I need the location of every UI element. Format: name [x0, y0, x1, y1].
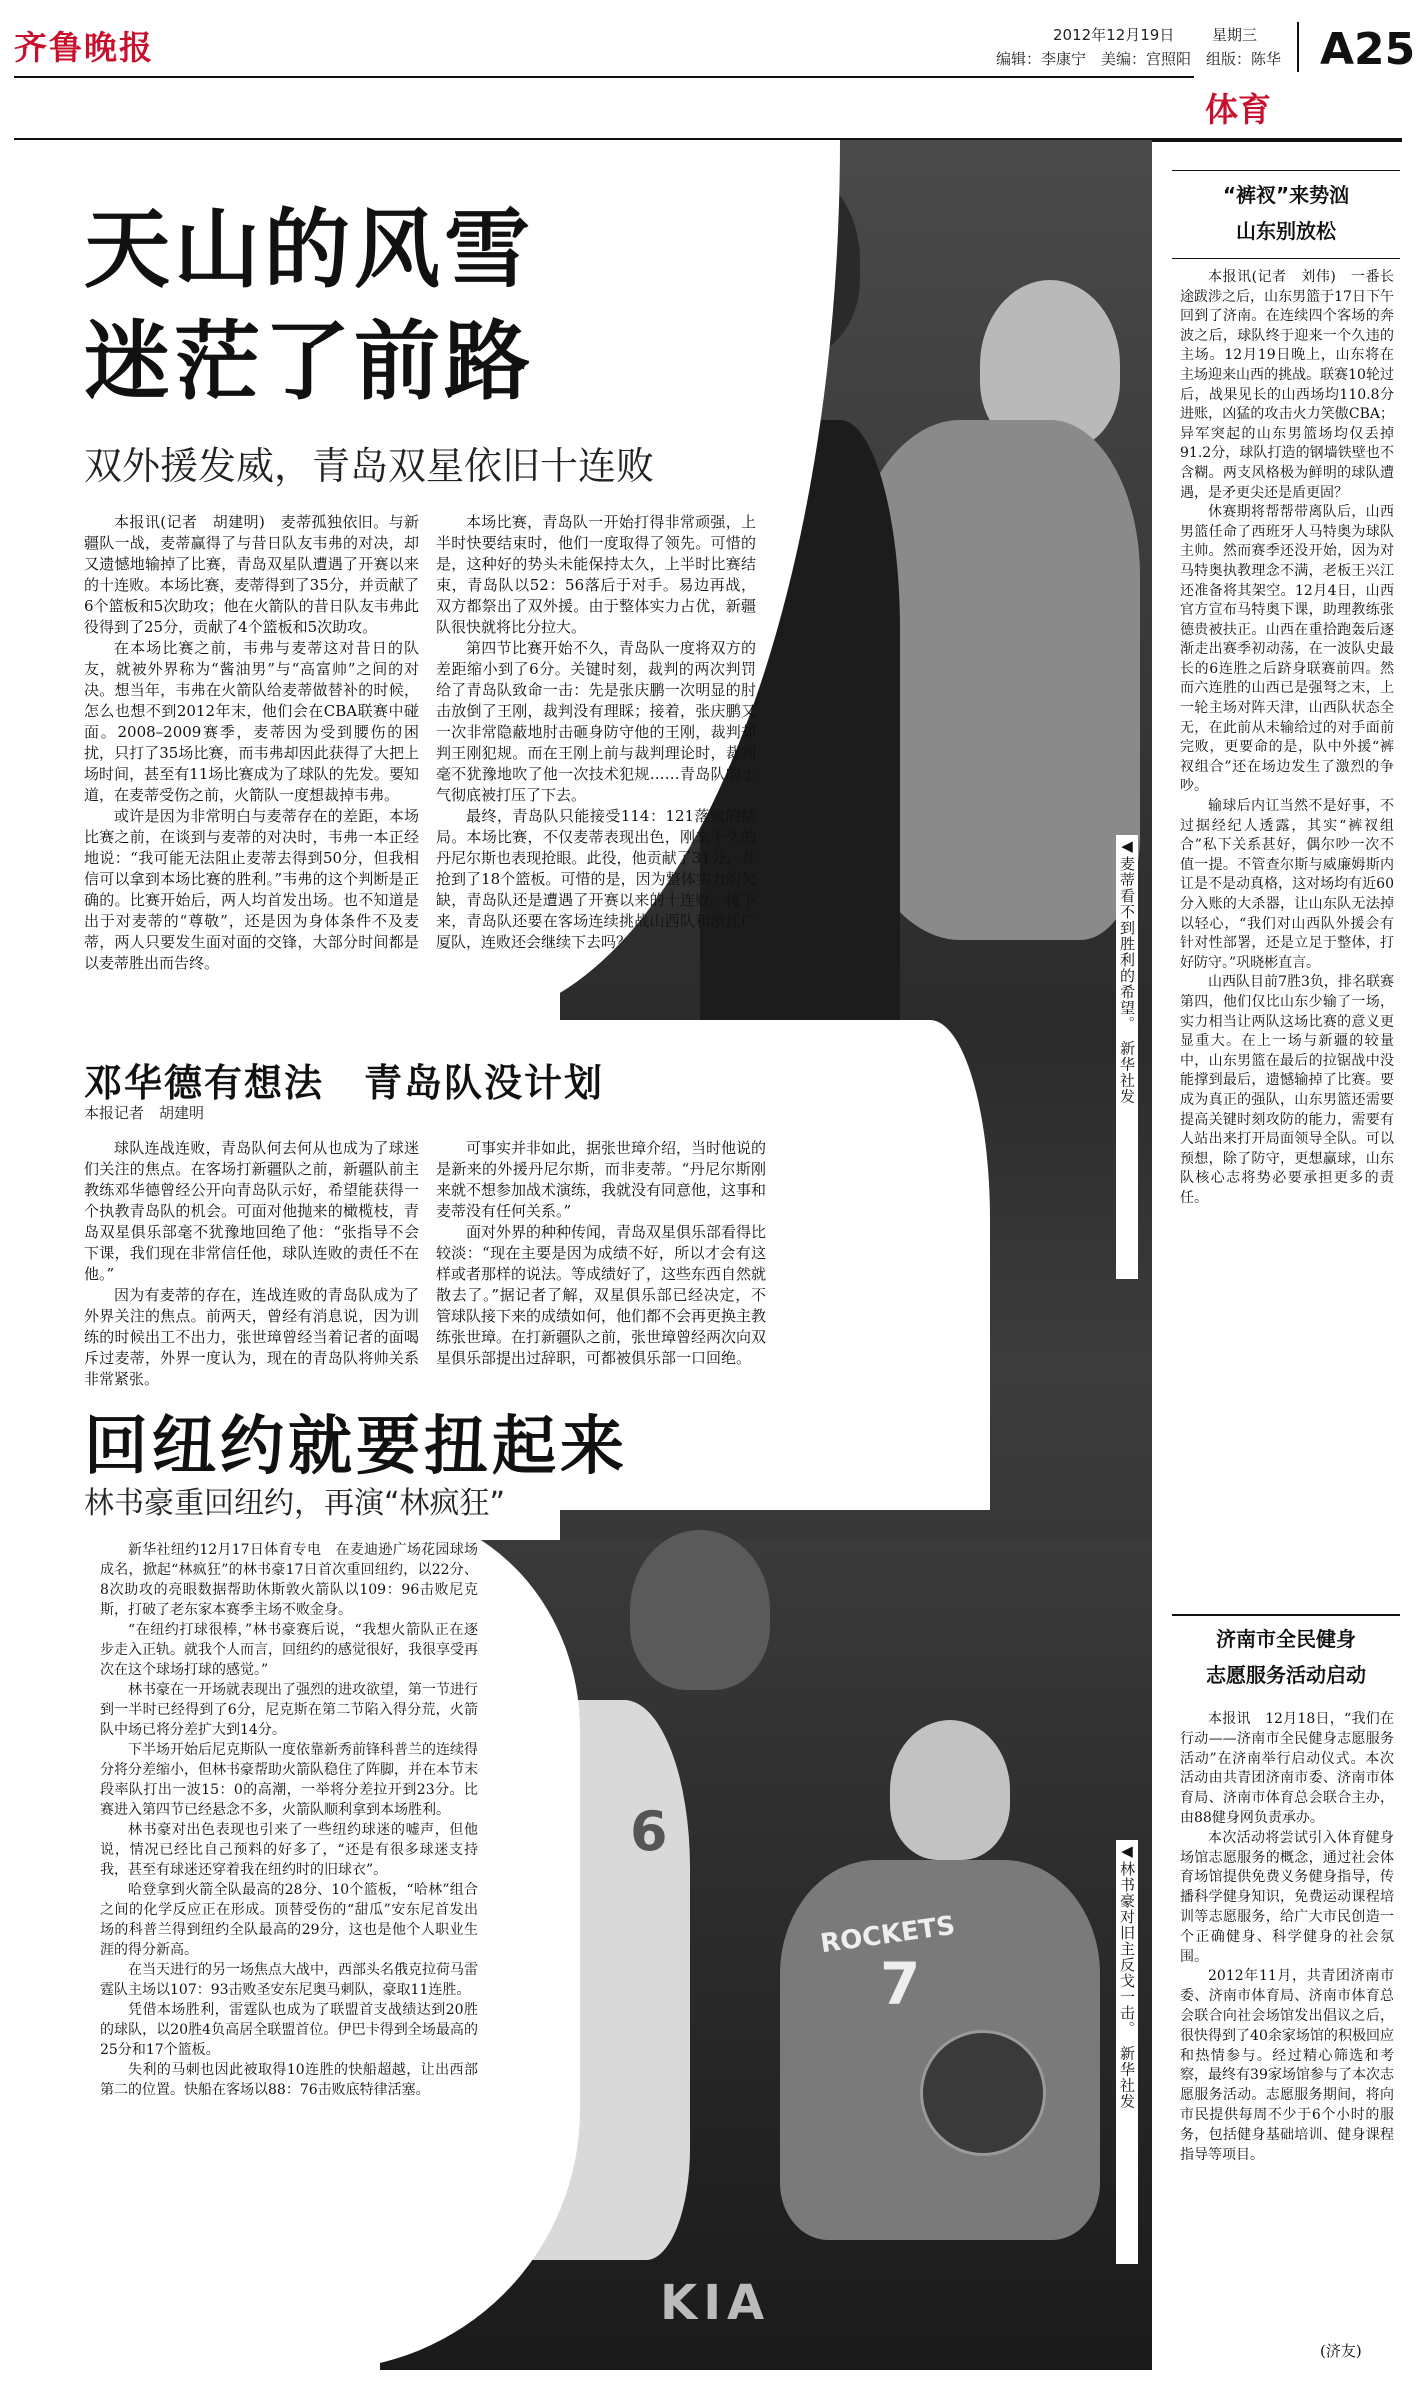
paragraph: 或许是因为非常明白与麦蒂存在的差距，本场比赛之前，在谈到与麦蒂的对决时，韦弗一本正经地说：“我可能无法阻止麦蒂去得到50分，但我相信可以拿到本场比赛的胜利。”韦弗的这个判断是正确的。比赛开始后，两人均首发出场。也不知道是出于对麦蒂的“尊敬”，还是因为身体条件不及麦蒂，两人只要发生面对面的交锋，大部分时间都是以麦蒂胜出而告终。 — [84, 807, 419, 972]
paragraph: 凭借本场胜利，雷霆队也成为了联盟首支战绩达到20胜的球队，以20胜4负高居全联盟首位。伊巴卡得到全场最高的25分和17个篮板。 — [100, 2002, 478, 2058]
masthead-logo: 齐鲁晚报 — [14, 28, 154, 67]
story2-column-2 — [436, 1138, 766, 1369]
paragraph: 新华社纽约12月17日体育专电 在麦迪逊广场花园球场成名，掀起“林疯狂”的林书豪17日首次重回纽约，以22分、8次助攻的亮眼数据帮助休斯敦火箭队以109：96击败尼克斯，打破了老东家本赛季主场不败金身。 — [100, 1542, 478, 1618]
issue-date: 2012年12月19日 — [1053, 26, 1175, 44]
column-gap — [1152, 142, 1162, 2382]
right1-headline-line1: “裤衩”来势汹 — [1222, 183, 1350, 207]
kia-ad-text: KIA — [660, 2275, 771, 2331]
paragraph: 本报讯(记者 胡建明) 麦蒂孤独依旧。与新疆队一战，麦蒂赢得了与昔日队友韦弗的对决，却又遗憾地输掉了比赛，青岛双星队遭遇了开赛以来的十连败。本场比赛，麦蒂得到了35分，并贡献了6个篮板和5次助攻；他在火箭队的昔日队友韦弗此役得到了25分，贡献了4个篮板和5次助攻。 — [84, 513, 419, 636]
paragraph: 本报讯(记者 刘伟) 一番长途跋涉之后，山东男篮于17日下午回到了济南。在连续四个客场的奔波之后，球队终于迎来一个久违的主场。12月19日晚上，山东将在主场迎来山西的挑战。联赛10轮过后，战果见长的山西场均110.8分进账，凶猛的攻击火力笑傲CBA；异军突起的山东男篮场均仅丢掉91.2分，球队打造的钢墙铁壁也不含糊。两支风格极为鲜明的球队遭遇，是矛更尖还是盾更固？ — [1180, 269, 1394, 501]
story3-photo-caption: ◀林书豪对旧主反戈一击。 新华社发 — [1116, 1840, 1138, 2264]
paragraph: 球队连战连败，青岛队何去何从也成为了球迷们关注的焦点。在客场打新疆队之前，新疆队前主教练邓华德曾经公开向青岛队示好，希望能获得一个执教青岛队的机会。可面对他抛来的橄榄枝，青岛双星俱乐部毫不犹豫地回绝了他：“张指导不会下课，我们现在非常信任他，球队连败的责任不在他。” — [84, 1139, 419, 1283]
story3-headline: 回纽约就要扭起来 — [84, 1410, 628, 1484]
header-rule — [14, 76, 1194, 78]
story1-subheadline: 双外援发威，青岛双星依旧十连败 — [84, 444, 655, 488]
story3-body — [100, 1540, 478, 2100]
story1-headline-line2: 迷茫了前路 — [84, 312, 534, 412]
paragraph: 最终，青岛队只能接受114：121落败的结局。本场比赛，不仅麦蒂表现出色，刚来不久的丹尼尔斯也表现抢眼。此役，他贡献了31分，并抢到了18个篮板。可惜的是，因为整体实力的欠缺，青岛队还是遭遇了开赛以来的十连败。接下来，青岛队还要在客场连续挑战山西队和浙江广厦队，连败还会继续下去吗？ — [436, 807, 756, 951]
paragraph: 本次活动将尝试引入体育健身场馆志愿服务的概念，通过社会体育场馆提供免费义务健身指导，传播科学健身知识，免费运动课程培训等志愿服务，给广大市民创造一个正确健身、科学健身的社会氛围。 — [1180, 1829, 1394, 1965]
story1-photo-caption: ◀麦蒂看不到胜利的希望。 新华社发 — [1116, 835, 1138, 1279]
right1-body — [1180, 268, 1394, 1209]
paragraph: 休赛期将帮帮带离队后，山西男篮任命了西班牙人马特奥为球队主帅。然而赛季还没开始，因为对马特奥执教理念不满，老板王兴江还准备将其架空。12月4日，山西官方宣布马特奥下课，助理教练张德贵被扶正。山西在重拾跑轰后逐渐走出赛季初动荡，在一波队史最长的6连胜之后跻身联赛前四。然而六连胜的山西已是强弩之末，上一轮主场对阵天津，山西队状态全无，在此前从未输给过的对手面前完败，更要命的是，队中外援“裤衩组合”还在场边发生了激烈的争吵。 — [1180, 504, 1394, 795]
paragraph: 山西队目前7胜3负，排名联赛第四，他们仅比山东少输了一场，实力相当让两队这场比赛的意义更显重大。在上一场与新疆的较量中，山东男篮在最后的拉锯战中没能撑到最后，遗憾输掉了比赛。要成为真正的强队，山东男篮还需要提高关键时刻攻防的能力，需要有人站出来打开局面领导全队。可以预想，除了防守，更想赢球，山东队核心志将势必要承担更多的责任。 — [1180, 974, 1394, 1206]
issue-weekday: 星期三 — [1212, 26, 1258, 44]
paragraph: 可事实并非如此，据张世璋介绍，当时他说的是新来的外援丹尼尔斯，而非麦蒂。“丹尼尔斯刚来就不想参加战术演练，我就没有同意他，这事和麦蒂没有任何关系。” — [436, 1139, 767, 1220]
lin-head — [890, 1720, 1010, 1860]
right1-title-rule — [1172, 258, 1400, 259]
player-head-3 — [630, 1530, 770, 1690]
editor-credits: 编辑：李康宁 美编：宫照阳 组版：陈华 — [996, 50, 1282, 68]
jersey-number: 7 — [880, 1950, 921, 2018]
paragraph: 输球后内讧当然不是好事，不过据经纪人透露，其实“裤衩组合”私下关系甚好，偶尔吵一次不值一提。不管查尔斯与威廉姆斯内讧是不是动真格，这对场均有近60分入账的大杀器，让山东队无法掉以轻心，“我们对山西队外援会有针对性部署，还是立足于整体，打好防守。”巩晓彬直言。 — [1180, 798, 1394, 971]
section-label: 体育 — [1205, 90, 1271, 129]
story1-column-2 — [436, 512, 756, 953]
right1-headline-line2: 山东别放松 — [1236, 219, 1336, 243]
paragraph: 面对外界的种种传闻，青岛双星俱乐部看得比较淡：“现在主要是因为成绩不好，所以才会有这样或者那样的说法。等成绩好了，这些东西自然就散去了。”据记者了解，双星俱乐部已经决定，不管球队接下来的成绩如何，他们都不会再更换主教练张世璋。在打新疆队之前，张世璋曾经两次向双星俱乐部提出过辞职，可都被俱乐部一口回绝。 — [436, 1223, 767, 1367]
paragraph: “在纽约打球很棒，”林书豪赛后说，“我想火箭队正在逐步走入正轨。就我个人而言，回纽约的感觉很好，我很享受再次在这个球场打球的感觉。” — [100, 1622, 478, 1678]
story2-byline: 本报记者 胡建明 — [84, 1104, 205, 1122]
story3-subheadline: 林书豪重回纽约，再演“林疯狂” — [84, 1486, 506, 1521]
paragraph: 失利的马刺也因此被取得10连胜的快船超越，让出西部第二的位置。快船在客场以88：76击败底特律活塞。 — [100, 2062, 478, 2098]
right2-top-rule — [1172, 1614, 1400, 1616]
paragraph: 本场比赛，青岛队一开始打得非常顽强，上半时快要结束时，他们一度取得了领先。可惜的是，这种好的势头未能保持太久，上半时比赛结束，青岛队以52：56落后于对手。易边再战，双方都祭出了双外援。由于整体实力占优，新疆队很快就将比分拉大。 — [436, 513, 756, 636]
right2-headline-line2: 志愿服务活动启动 — [1206, 1663, 1366, 1687]
paragraph: 因为有麦蒂的存在，连战连败的青岛队成为了外界关注的焦点。前两天，曾经有消息说，因为训练的时候出工不出力，张世璋曾经当着记者的面喝斥过麦蒂，外界一度认为，现在的青岛队将帅关系非常紧张。 — [84, 1286, 419, 1388]
story1-column-1 — [84, 512, 419, 974]
basketball — [920, 2030, 1046, 2156]
paragraph: 下半场开始后尼克斯队一度依靠新秀前锋科普兰的连续得分将分差缩小，但林书豪帮助火箭队稳住了阵脚，并在本节末段率队打出一波15：0的高潮，一举将分差拉开到23分。比赛进入第四节已经悬念不多，火箭队顺利拿到本场胜利。 — [100, 1742, 478, 1818]
paragraph: 2012年11月，共青团济南市委、济南市体育局、济南市体育总会联合向社会场馆发出倡议之后，很快得到了40余家场馆的积极回应和热情参与。经过精心筛选和考察，最终有39家场馆参与了本次志愿服务活动。志愿服务期间，将向市民提供每周不少于6个小时的服务，包括健身基础培训、健身课程指导等项目。 — [1180, 1968, 1394, 2163]
paragraph: 在本场比赛之前，韦弗与麦蒂这对昔日的队友，就被外界称为“酱油男”与“高富帅”之间的对决。想当年，韦弗在火箭队给麦蒂做替补的时候，怎么也想不到2012年末，他们会在CBA联赛中碰面。2008–2009赛季，麦蒂因为受到腰伤的困扰，只打了35场比赛，而韦弗却因此获得了大把上场时间，甚至有11场比赛成为了球队的先发。要知道，在麦蒂受伤之前，火箭队一度想裁掉韦弗。 — [84, 639, 419, 804]
right2-signoff: (济友) — [1320, 2342, 1362, 2360]
story1-headline-line1: 天山的风雪 — [84, 200, 534, 300]
right2-body — [1180, 1710, 1394, 2165]
paragraph: 哈登拿到火箭全队最高的28分、10个篮板，“哈林”组合之间的化学反应正在形成。顶替受伤的“甜瓜”安东尼首发出场的科普兰得到纽约全队最高的29分，这也是他个人职业生涯的得分新高。 — [100, 1882, 478, 1958]
page-number: A25 — [1320, 24, 1416, 75]
paragraph: 本报讯 12月18日，“我们在行动——济南市全民健身志愿服务活动”在济南举行启动仪式。本次活动由共青团济南市委、济南市体育局、济南市体育总会联合主办，由88健身网负责承办。 — [1180, 1711, 1394, 1826]
header-divider — [1297, 22, 1299, 72]
right1-top-rule — [1172, 170, 1400, 171]
right2-headline-line1: 济南市全民健身 — [1216, 1627, 1356, 1651]
rockets-jersey-text: ROCKETS — [818, 1910, 958, 1960]
paragraph: 在当天进行的另一场焦点大战中，西部头名俄克拉荷马雷霆队主场以107：93击败圣安东尼奥马刺队，豪取11连胜。 — [100, 1962, 478, 1998]
story2-column-1 — [84, 1138, 419, 1390]
knicks-jersey-number: 6 — [630, 1800, 668, 1863]
paragraph: 第四节比赛开始不久，青岛队一度将双方的差距缩小到了6分。关键时刻，裁判的两次判罚给了青岛队致命一击：先是张庆鹏一次明显的肘击放倒了王刚，裁判没有理睬；接着，张庆鹏又一次非常隐蔽地肘击砸身防守他的王刚，裁判却判王刚犯规。而在王刚上前与裁判理论时，裁判毫不犹豫地吹了他一次技术犯规……青岛队的士气彻底被打压了下去。 — [436, 639, 756, 804]
paragraph: 林书豪在一开场就表现出了强烈的进攻欲望，第一节进行到一半时已经得到了6分，尼克斯在第二节陷入得分荒，火箭队中场已将分差扩大到14分。 — [100, 1682, 478, 1738]
paragraph: 林书豪对出色表现也引来了一些纽约球迷的嘘声，但他说，情况已经比自己预料的好多了，“还是有很多球迷支持我，甚至有球迷还穿着我在纽约时的旧球衣”。 — [100, 1822, 478, 1878]
story2-headline: 邓华德有想法 青岛队没计划 — [84, 1061, 605, 1105]
